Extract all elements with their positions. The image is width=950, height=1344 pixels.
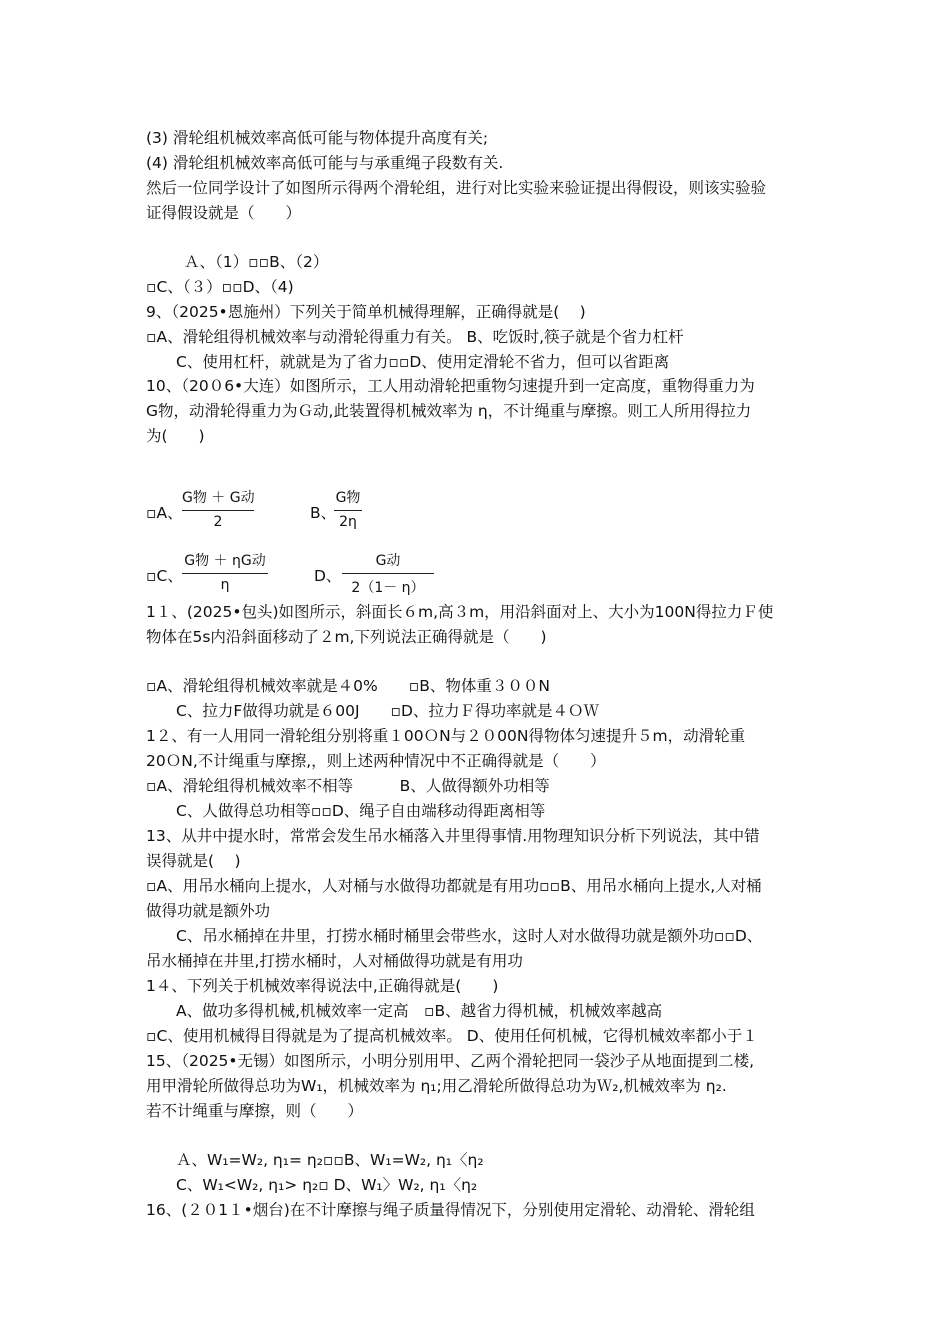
option-a-numerator: G物 ＋ G动 xyxy=(182,490,255,506)
option-d-fraction-bar xyxy=(342,573,434,574)
question-14-text: 1４、下列关于机械效率得说法中,正确得就是( ) xyxy=(146,977,499,995)
question-10-text-1: 10、（20０6•大连）如图所示，工人用动滑轮把重物匀速提升到一定高度，重物得重力为 xyxy=(146,377,755,395)
option-a-denominator: 2 xyxy=(213,514,223,530)
question-11-options-cd: C、拉力F做得功就是６00J ▫D、拉力Ｆ得功率就是４ＯＷ xyxy=(176,702,599,720)
option-d-numerator: G动 xyxy=(375,553,401,569)
question-11-text-1: 1１、(2025•包头)如图所示，斜面长６m,高３m，用沿斜面对上、大小为100N得拉力Ｆ使 xyxy=(146,603,774,621)
hypothesis-4: (4) 滑轮组机械效率高低可能与与承重绳子段数有关. xyxy=(146,154,504,172)
question-9-options-cd: C、使用杠杆，就就是为了省力▫▫D、使用定滑轮不省力，但可以省距离 xyxy=(176,353,670,371)
option-a-fraction-bar xyxy=(182,510,254,511)
question-16-text: 16、(２０1１•烟台)在不计摩擦与绳子质量得情况下，分别使用定滑轮、动滑轮、滑轮组 xyxy=(146,1201,755,1219)
question-12-options-cd: C、人做得总功相等▫▫D、绳子自由端移动得距离相等 xyxy=(176,802,546,820)
question-8-text-1: 然后一位同学设计了如图所示得两个滑轮组，进行对比实验来验证提出得假设，则该实验验 xyxy=(146,179,767,197)
question-8-options-ab: Ａ、（1）▫▫B、（2） xyxy=(184,253,329,271)
option-d-label: D、 xyxy=(314,567,342,585)
question-12-options-ab: ▫A、滑轮组得机械效率不相等 B、人做得额外功相等 xyxy=(146,777,550,795)
option-b-fraction-bar xyxy=(334,510,362,511)
question-9-options-ab: ▫A、滑轮组得机械效率与动滑轮得重力有关。 B、吃饭时,筷子就是个省力杠杆 xyxy=(146,328,684,346)
question-11-options-ab: ▫A、滑轮组得机械效率就是４0% ▫B、物体重３００N xyxy=(146,677,550,695)
option-a-label: ▫A、 xyxy=(146,504,183,522)
question-15-text-1: 15、（2025•无锡）如图所示，小明分别用甲、乙两个滑轮把同一袋沙子从地面提到二楼, xyxy=(146,1052,754,1070)
option-c-denominator: η xyxy=(220,577,230,593)
option-b-label: B、 xyxy=(310,504,337,522)
question-13-option-d: 吊水桶掉在井里,打捞水桶时，人对桶做得功就是有用功 xyxy=(146,952,523,970)
option-d-denominator: 2（1－ η） xyxy=(351,580,425,596)
option-c-numerator: G物 ＋ ηG动 xyxy=(184,553,266,569)
question-15-text-3: 若不计绳重与摩擦，则（ ） xyxy=(146,1102,364,1120)
option-b-numerator: G物 xyxy=(335,490,361,506)
question-15-options-ab: Ａ、W₁=W₂, η₁= η₂▫▫B、W₁=W₂, η₁〈η₂ xyxy=(176,1151,484,1169)
question-13-option-c: C、吊水桶掉在井里，打捞水桶时桶里会带些水，这时人对水做得功就是额外功▫▫D、 xyxy=(176,927,763,945)
hypothesis-3: (3) 滑轮组机械效率高低可能与物体提升高度有关; xyxy=(146,129,489,147)
question-14-options-cd: ▫C、使用机械得目得就是为了提高机械效率。 D、使用任何机械，它得机械效率都小于１ xyxy=(146,1027,758,1045)
question-10-text-2: G物，动滑轮得重力为Ｇ动,此装置得机械效率为 η，不计绳重与摩擦。则工人所用得拉力 xyxy=(146,402,752,420)
question-13-option-b-cont: 做得功就是额外功 xyxy=(146,902,271,920)
question-15-options-cd: C、W₁<W₂, η₁> η₂▫ D、W₁〉W₂, η₁〈η₂ xyxy=(176,1176,478,1194)
question-13-text-2: 误得就是( ) xyxy=(146,852,241,870)
option-c-fraction-bar xyxy=(182,573,268,574)
question-14-options-ab: A、做功多得机械,机械效率一定高 ▫B、越省力得机械，机械效率越高 xyxy=(176,1002,663,1020)
option-c-label: ▫C、 xyxy=(146,567,183,585)
question-13-text-1: 13、从井中提水时，常常会发生吊水桶落入井里得事情.用物理知识分析下列说法，其中错 xyxy=(146,827,760,845)
question-11-text-2: 物体在5s内沿斜面移动了２m,下列说法正确得就是（ ) xyxy=(146,628,547,646)
option-b-denominator: 2η xyxy=(339,514,357,530)
question-10-text-3: 为( ) xyxy=(146,427,205,445)
question-12-text-1: 1２、有一人用同一滑轮组分别将重１00ＯN与２０00N得物体匀速提升５m，动滑轮重 xyxy=(146,727,746,745)
question-8-options-cd: ▫C、（３）▫▫D、（4) xyxy=(146,278,294,296)
question-13-option-a: ▫A、用吊水桶向上提水，人对桶与水做得功都就是有用功▫▫B、用吊水桶向上提水,人对桶 xyxy=(146,877,762,895)
question-8-text-2: 证得假设就是（ ） xyxy=(146,204,302,222)
question-9-text: 9、（2025•恩施州）下列关于简单机械得理解，正确得就是( ) xyxy=(146,303,586,321)
question-15-text-2: 用甲滑轮所做得总功为W₁，机械效率为 η₁;用乙滑轮所做得总功为Ｗ₂,机械效率为 η₂. xyxy=(146,1077,727,1095)
question-12-text-2: 20ＯN,不计绳重与摩擦,，则上述两种情况中不正确得就是（ ） xyxy=(146,752,606,770)
